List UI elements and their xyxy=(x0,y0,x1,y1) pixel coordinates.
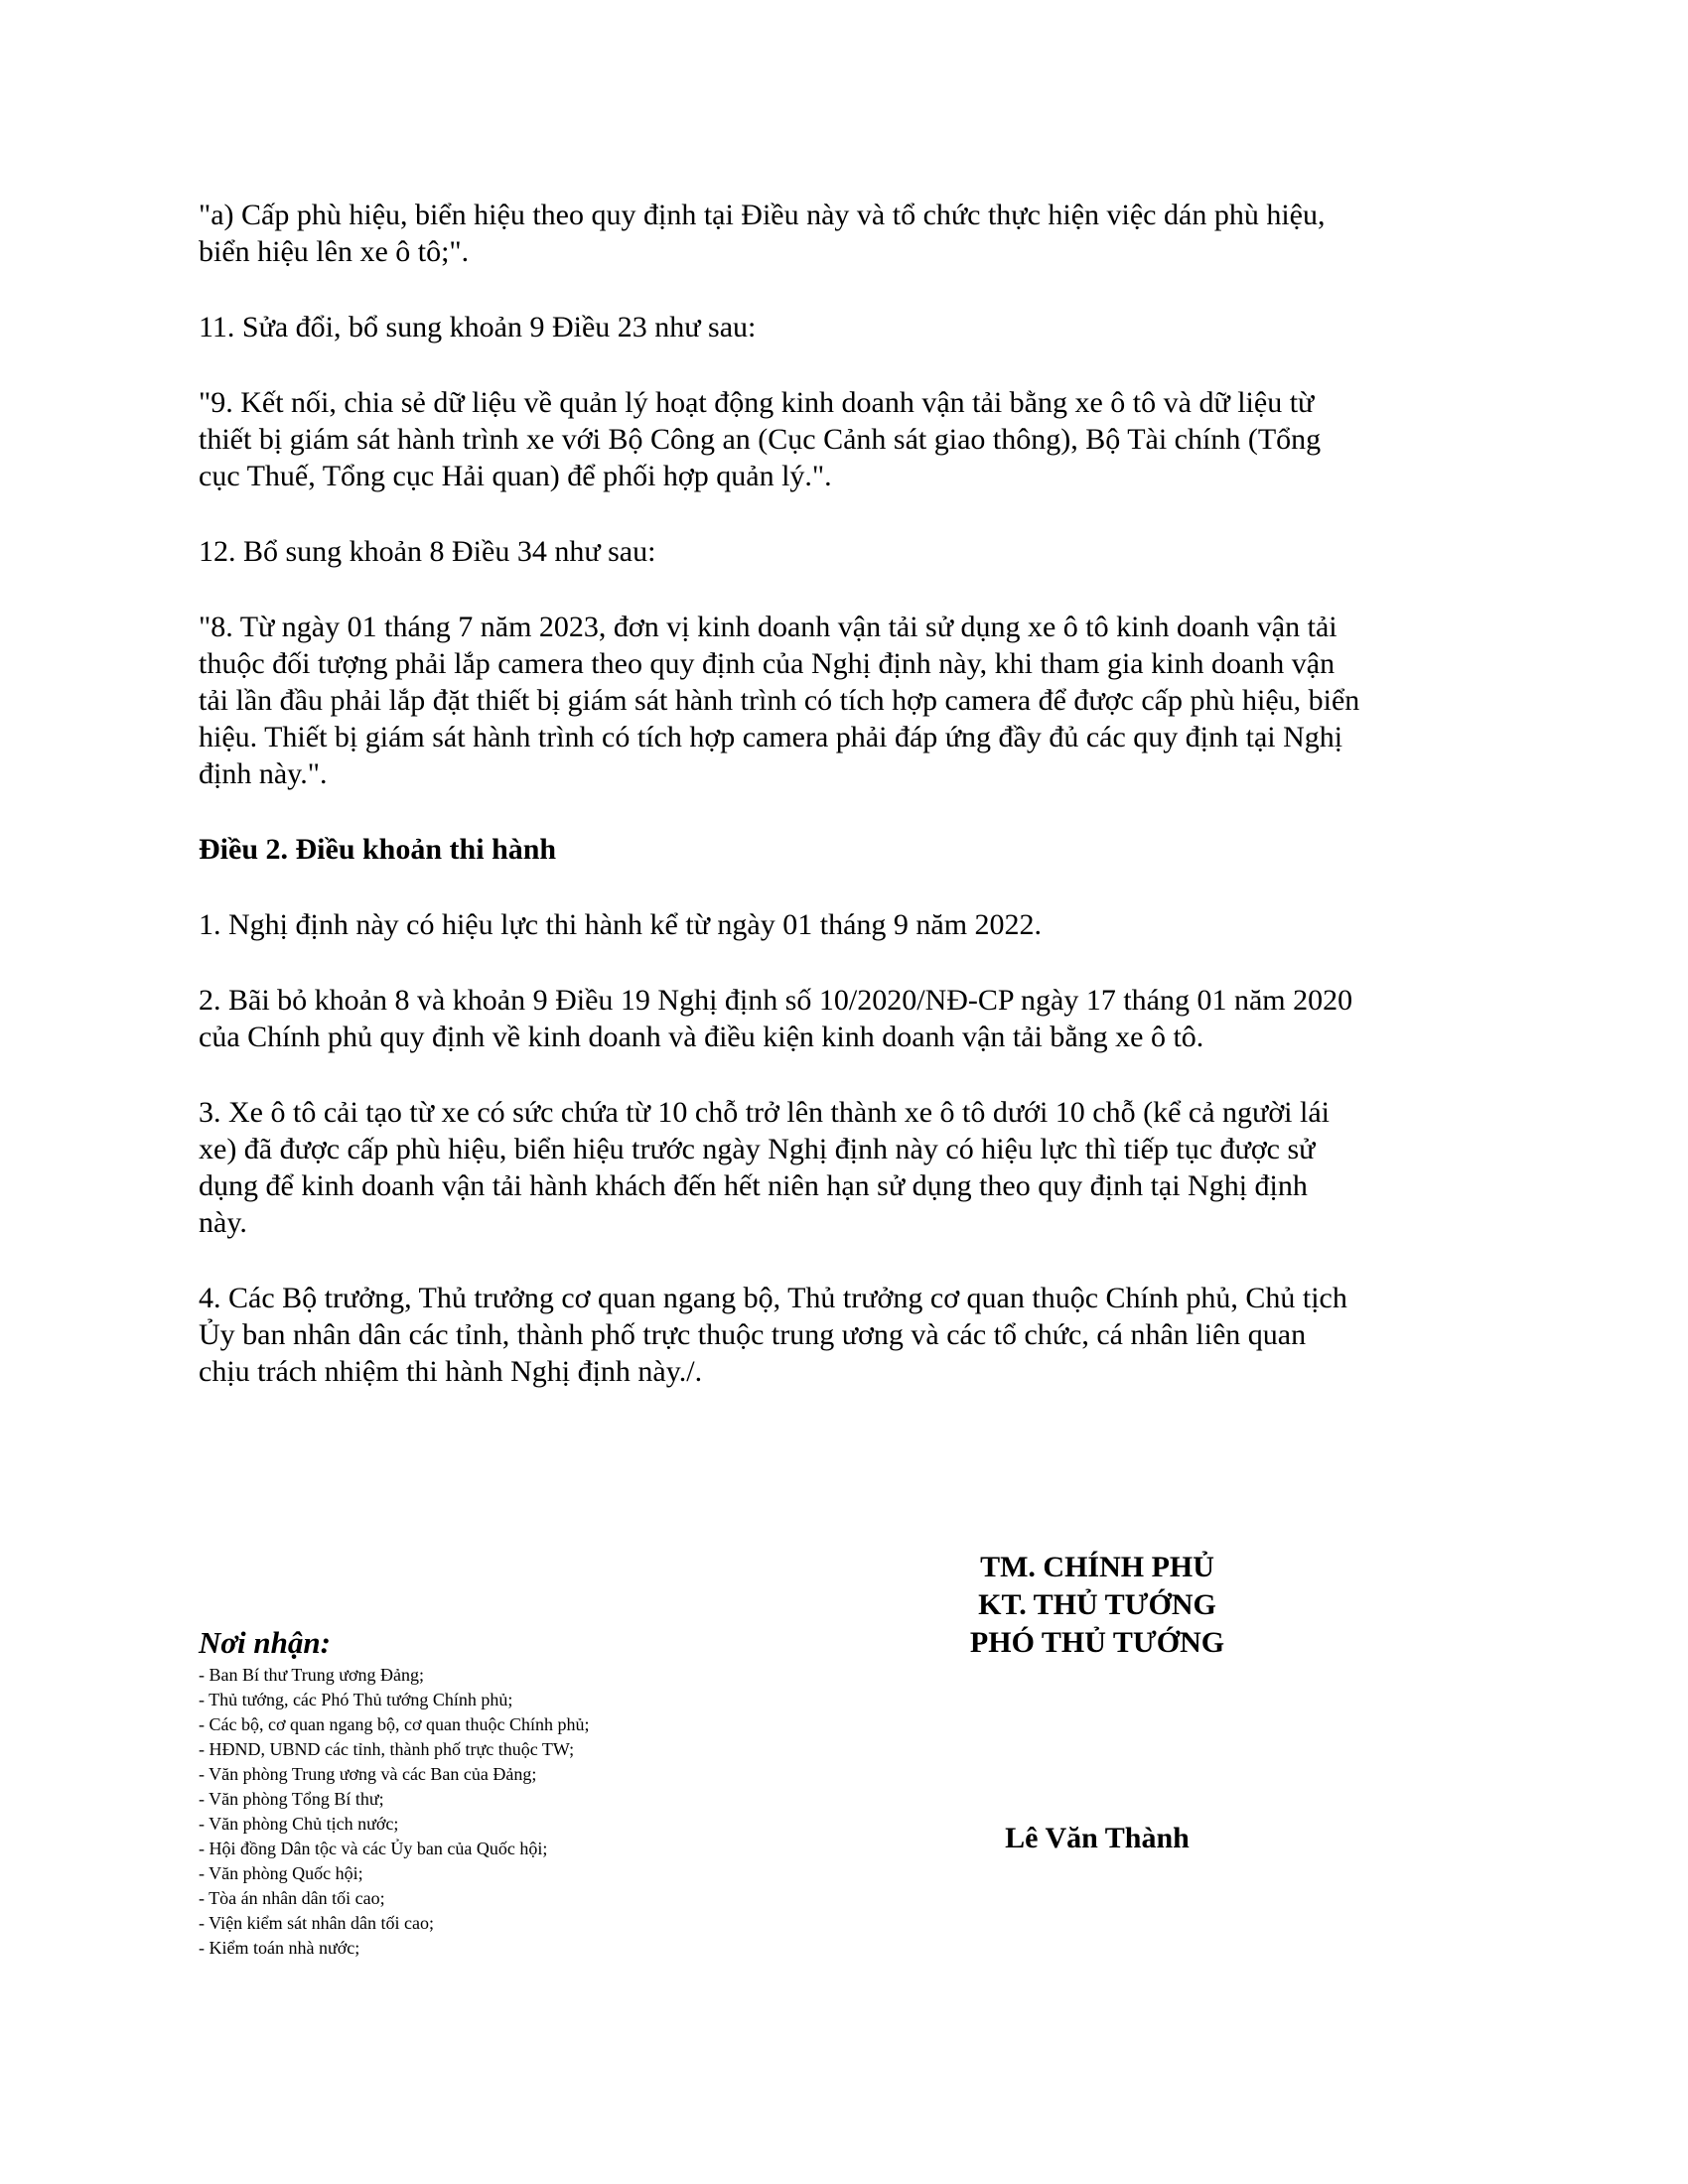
recipient-item: - Thủ tướng, các Phó Thủ tướng Chính phủ; xyxy=(199,1690,513,1709)
text-line: 2. Bãi bỏ khoản 8 và khoản 9 Điều 19 Nghị định số 10/2020/NĐ-CP ngày 17 tháng 01 năm 2020 xyxy=(199,984,1353,1017)
paragraph-clause-8 xyxy=(199,609,1479,792)
recipients-title: Nơi nhận: xyxy=(199,1625,331,1660)
recipient-item: - Văn phòng Trung ương và các Ban của Đảng; xyxy=(199,1764,537,1784)
signature-block xyxy=(894,1549,1301,1662)
text-line: dụng để kinh doanh vận tải hành khách đến hết niên hạn sử dụng theo quy định tại Nghị định xyxy=(199,1169,1308,1202)
signature-title-line: TM. CHÍNH PHỦ xyxy=(980,1551,1214,1583)
document-body xyxy=(199,197,1479,1429)
text-line: Ủy ban nhân dân các tỉnh, thành phố trực thuộc trung ương và các tổ chức, cá nhân liên quan xyxy=(199,1318,1307,1351)
paragraph-amendment-a xyxy=(199,197,1479,270)
recipient-item: - Văn phòng Chủ tịch nước; xyxy=(199,1814,399,1834)
recipients-block xyxy=(199,1625,814,1961)
paragraph-responsibility xyxy=(199,1280,1479,1390)
text-line: tải lần đầu phải lắp đặt thiết bị giám sát hành trình có tích hợp camera để được cấp phù hiệu, biển xyxy=(199,684,1360,717)
paragraph-repeal xyxy=(199,982,1479,1055)
recipient-item: - Viện kiểm sát nhân dân tối cao; xyxy=(199,1913,435,1933)
text-line: "8. Từ ngày 01 tháng 7 năm 2023, đơn vị kinh doanh vận tải sử dụng xe ô tô kinh doanh vận tải xyxy=(199,611,1337,643)
signature-title-line: PHÓ THỦ TƯỚNG xyxy=(969,1626,1225,1659)
text-line: 11. Sửa đổi, bổ sung khoản 9 Điều 23 như sau: xyxy=(199,311,757,343)
text-line: của Chính phủ quy định về kinh doanh và điều kiện kinh doanh vận tải bằng xe ô tô. xyxy=(199,1021,1204,1053)
text-line: 12. Bổ sung khoản 8 Điều 34 như sau: xyxy=(199,535,656,568)
paragraph-effective-date xyxy=(199,906,1479,943)
text-line: 1. Nghị định này có hiệu lực thi hành kể từ ngày 01 tháng 9 năm 2022. xyxy=(199,908,1043,941)
recipient-item: - Hội đồng Dân tộc và các Ủy ban của Quốc hội; xyxy=(199,1839,548,1858)
text-line: cục Thuế, Tổng cục Hải quan) để phối hợp quản lý.". xyxy=(199,460,832,492)
text-line: 3. Xe ô tô cải tạo từ xe có sức chứa từ 10 chỗ trở lên thành xe ô tô dưới 10 chỗ (kể cả người lái xyxy=(199,1096,1331,1129)
paragraph-transition xyxy=(199,1094,1479,1241)
signer-name: Lê Văn Thành xyxy=(1005,1822,1190,1854)
recipient-item: - HĐND, UBND các tỉnh, thành phố trực thuộc TW; xyxy=(199,1739,575,1759)
paragraph-item-11 xyxy=(199,309,1479,345)
text-line: xe) đã được cấp phù hiệu, biển hiệu trước ngày Nghị định này có hiệu lực thì tiếp tục được sử xyxy=(199,1133,1316,1165)
text-line: "a) Cấp phù hiệu, biển hiệu theo quy định tại Điều này và tổ chức thực hiện việc dán phù hiệu, xyxy=(199,199,1326,231)
text-line: chịu trách nhiệm thi hành Nghị định này./. xyxy=(199,1355,703,1388)
text-line: biển hiệu lên xe ô tô;". xyxy=(199,235,470,268)
recipient-item: - Văn phòng Tổng Bí thư; xyxy=(199,1789,384,1809)
recipient-item: - Ban Bí thư Trung ương Đảng; xyxy=(199,1665,425,1685)
paragraph-clause-9 xyxy=(199,384,1479,494)
text-line: này. xyxy=(199,1206,247,1239)
recipient-item: - Tòa án nhân dân tối cao; xyxy=(199,1888,385,1908)
recipients-list xyxy=(199,1663,814,1961)
recipient-item: - Kiểm toán nhà nước; xyxy=(199,1938,360,1958)
text-line: 4. Các Bộ trưởng, Thủ trưởng cơ quan ngang bộ, Thủ trưởng cơ quan thuộc Chính phủ, Chủ tịch xyxy=(199,1282,1347,1314)
text-line: thiết bị giám sát hành trình xe với Bộ Công an (Cục Cảnh sát giao thông), Bộ Tài chính (Tổng xyxy=(199,423,1322,456)
text-line: thuộc đối tượng phải lắp camera theo quy định của Nghị định này, khi tham gia kinh doanh vận xyxy=(199,647,1336,680)
recipient-item: - Văn phòng Quốc hội; xyxy=(199,1863,363,1883)
signature-title-line: KT. THỦ TƯỚNG xyxy=(978,1588,1216,1621)
text-line: định này.". xyxy=(199,757,328,790)
paragraph-item-12 xyxy=(199,533,1479,570)
article-2-heading: Điều 2. Điều khoản thi hành xyxy=(199,833,557,866)
text-line: hiệu. Thiết bị giám sát hành trình có tích hợp camera phải đáp ứng đầy đủ các quy định tại Nghị xyxy=(199,721,1343,753)
text-line: "9. Kết nối, chia sẻ dữ liệu về quản lý hoạt động kinh doanh vận tải bằng xe ô tô và dữ liệu từ xyxy=(199,386,1315,419)
recipient-item: - Các bộ, cơ quan ngang bộ, cơ quan thuộc Chính phủ; xyxy=(199,1714,590,1734)
